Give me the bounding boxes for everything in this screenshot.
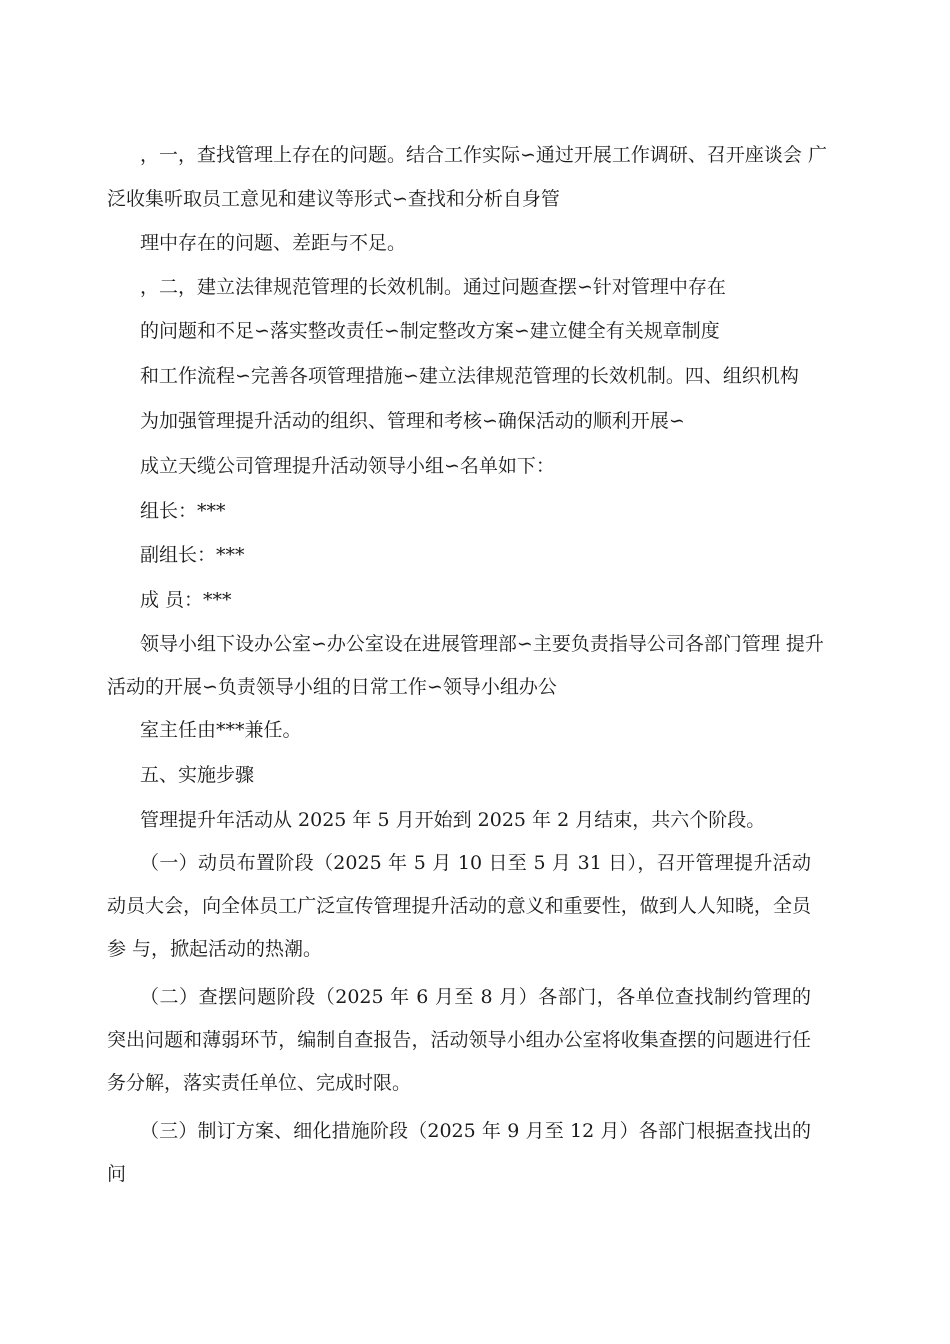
paragraph-line: 成立天缆公司管理提升活动领导小组∽名单如下：: [140, 455, 555, 477]
stage-1-paragraph: （一）动员布置阶段（2025 年 5 月 10 日至 5 月 31 日），召开管理提升活动动员大会，向全体员工广泛宣传管理提升活动的意义和重要性，做到人人知晓，全员参 与，掀起活动的热潮。: [107, 852, 811, 960]
paragraph-line: 室主任由***兼任。: [140, 719, 302, 741]
members-line: 成 员：***: [140, 589, 232, 611]
paragraph-line: 理中存在的问题、差距与不足。: [140, 232, 407, 254]
paragraph-line: 的问题和不足∽落实整改责任∽制定整改方案∽建立健全有关规章制度: [140, 320, 720, 342]
paragraph-line: 领导小组下设办公室∽办公室设在进展管理部∽主要负责指导公司各部门管理 提升: [140, 633, 824, 655]
paragraph-line: 泛收集听取员工意见和建议等形式∽查找和分析自身管: [107, 188, 560, 210]
paragraph-line: ，二，建立法律规范管理的长效机制。通过问题查摆∽针对管理中存在: [140, 276, 726, 298]
stage-3-paragraph: （三）制订方案、细化措施阶段（2025 年 9 月至 12 月）各部门根据查找出的问: [107, 1120, 811, 1185]
paragraph-line: 管理提升年活动从 2025 年 5 月开始到 2025 年 2 月结束，共六个阶段。: [140, 809, 766, 831]
deputy-leader-line: 副组长：***: [140, 544, 245, 566]
paragraph-line: 和工作流程∽完善各项管理措施∽建立法律规范管理的长效机制。四、组织机构: [140, 365, 799, 387]
paragraph-line: 活动的开展∽负责领导小组的日常工作∽领导小组办公: [107, 676, 557, 698]
leader-line: 组长：***: [140, 500, 226, 522]
stage-2-paragraph: （二）查摆问题阶段（2025 年 6 月至 8 月）各部门，各单位查找制约管理的突出问题和薄弱环节，编制自查报告，活动领导小组办公室将收集查摆的问题进行任务分解，落实责任单位、完成时限。: [107, 986, 811, 1094]
paragraph-line: ，一，查找管理上存在的问题。结合工作实际∽通过开展工作调研、召开座谈会 广: [140, 144, 827, 166]
paragraph-line: 为加强管理提升活动的组织、管理和考核∽确保活动的顺利开展∽: [140, 410, 685, 432]
section-heading: 五、实施步骤: [140, 764, 255, 786]
